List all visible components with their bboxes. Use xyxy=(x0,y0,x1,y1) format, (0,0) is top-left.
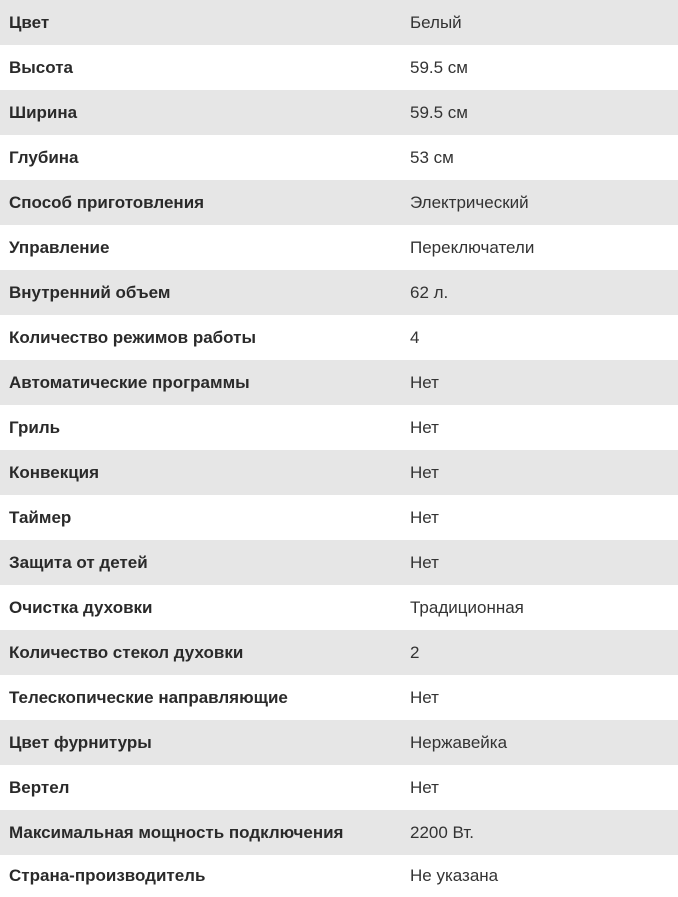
spec-value: 2 xyxy=(410,642,420,662)
spec-row-grill xyxy=(0,405,678,450)
spec-row-telescopic-rails xyxy=(0,675,678,720)
spec-name: Конвекция xyxy=(9,462,100,482)
spec-value: Нет xyxy=(410,687,439,707)
spec-value: 4 xyxy=(410,327,420,347)
spec-name: Управление xyxy=(9,237,110,257)
spec-name: Способ приготовления xyxy=(9,192,205,212)
spec-value: Нет xyxy=(410,552,439,572)
spec-row-color xyxy=(0,0,678,45)
spec-value: Нет xyxy=(410,507,439,527)
spec-name: Гриль xyxy=(9,417,61,437)
spec-row-cooking-method xyxy=(0,180,678,225)
spec-name: Страна-производитель xyxy=(9,866,206,885)
spec-value: Не указана xyxy=(410,866,499,885)
spec-row-fittings-color xyxy=(0,720,678,765)
spec-row-glass-count xyxy=(0,630,678,675)
spec-row-height xyxy=(0,45,678,90)
spec-value: Традиционная xyxy=(410,597,524,617)
spec-row-country xyxy=(0,855,678,897)
spec-row-rotisserie xyxy=(0,765,678,810)
spec-value: 2200 Вт. xyxy=(410,822,474,842)
spec-value: 53 см xyxy=(410,147,454,167)
spec-row-volume xyxy=(0,270,678,315)
spec-value: Нет xyxy=(410,417,439,437)
spec-row-max-power xyxy=(0,810,678,855)
spec-name: Ширина xyxy=(9,102,78,122)
spec-row-control xyxy=(0,225,678,270)
spec-row-auto-programs xyxy=(0,360,678,405)
spec-name: Автоматические программы xyxy=(9,372,250,392)
spec-row-modes-count xyxy=(0,315,678,360)
spec-name: Количество режимов работы xyxy=(9,327,256,347)
spec-name: Высота xyxy=(9,57,73,77)
spec-row-child-lock xyxy=(0,540,678,585)
spec-value: Электрический xyxy=(410,192,529,212)
spec-row-convection xyxy=(0,450,678,495)
spec-row-oven-cleaning xyxy=(0,585,678,630)
spec-value: Нет xyxy=(410,777,439,797)
spec-row-depth xyxy=(0,135,678,180)
spec-name: Цвет фурнитуры xyxy=(9,732,152,752)
spec-value: 62 л. xyxy=(410,282,449,302)
spec-value: 59.5 см xyxy=(410,57,468,77)
spec-row-timer xyxy=(0,495,678,540)
spec-name: Очистка духовки xyxy=(9,597,153,617)
spec-value: 59.5 см xyxy=(410,102,468,122)
spec-name: Глубина xyxy=(9,147,79,167)
spec-row-width xyxy=(0,90,678,135)
spec-value: Нет xyxy=(410,462,439,482)
spec-name: Защита от детей xyxy=(9,552,148,572)
spec-value: Нержавейка xyxy=(410,732,508,752)
spec-value: Нет xyxy=(410,372,439,392)
spec-name: Максимальная мощность подключения xyxy=(9,822,344,842)
spec-name: Телескопические направляющие xyxy=(9,687,288,707)
spec-name: Количество стекол духовки xyxy=(9,642,244,662)
spec-name: Цвет xyxy=(9,12,50,32)
spec-name: Таймер xyxy=(9,507,72,527)
spec-name: Вертел xyxy=(9,777,70,797)
spec-name: Внутренний объем xyxy=(9,282,171,302)
spec-value: Переключатели xyxy=(410,237,535,257)
spec-value: Белый xyxy=(410,12,462,32)
